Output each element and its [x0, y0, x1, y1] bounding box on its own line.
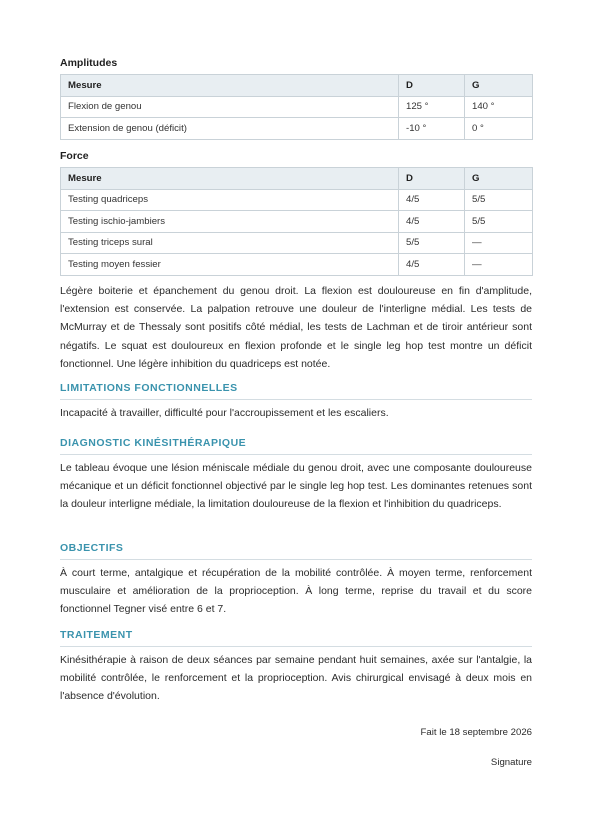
table-row	[61, 118, 533, 140]
table-header-row	[61, 168, 533, 190]
table-row	[61, 211, 533, 233]
section-title-limitations: LIMITATIONS FONCTIONNELLES	[60, 382, 532, 400]
date-line: Fait le 18 septembre 2026	[420, 727, 532, 738]
cell-mesure: Flexion de genou	[61, 96, 399, 118]
examen-paragraph: Légère boiterie et épanchement du genou droit. La flexion est douloureuse en fin d'amplitude, l'extension est conservée. La palpation retrouve une douleur de l'interligne médial. Les tests de McMurray et de Thessaly sont positifs côté médial, les tests de Lachman et de tiroir antérieur sont négatifs. Le squat est douloureux en flexion profonde et le single leg hop test montre un déficit fonctionnel. Une légère inhibition du quadriceps est notée.	[60, 285, 532, 370]
amplitudes-title: Amplitudes	[60, 57, 118, 69]
section-title-objectifs: OBJECTIFS	[60, 542, 532, 560]
header-d: D	[399, 168, 465, 190]
table-row	[61, 189, 533, 211]
cell-g: 5/5	[465, 189, 533, 211]
cell-mesure: Testing quadriceps	[61, 189, 399, 211]
objectifs-paragraph: À court terme, antalgique et récupération de la mobilité contrôlée. À moyen terme, renforcement musculaire et amélioration de la proprioception. À long terme, reprise du travail et du score fonctionnel Tegner visé entre 6 et 7.	[60, 567, 532, 616]
signature-label: Signature	[490, 757, 532, 768]
table-row	[61, 254, 533, 276]
cell-d: 4/5	[399, 189, 465, 211]
cell-d: 4/5	[399, 254, 465, 276]
amplitudes-table	[60, 74, 533, 140]
force-title: Force	[60, 150, 89, 162]
cell-g: 0 °	[465, 118, 533, 140]
cell-g: 5/5	[465, 211, 533, 233]
cell-g: —	[465, 232, 533, 254]
traitement-paragraph: Kinésithérapie à raison de deux séances par semaine pendant huit semaines, axée sur l'antalgie, la mobilité contrôlée, le renforcement et la proprioception. Avis chirurgical envisagé à deux mois en l'absence d'évolution.	[60, 654, 532, 703]
cell-mesure: Testing triceps sural	[61, 232, 399, 254]
header-g: G	[465, 75, 533, 97]
cell-d: 125 °	[399, 96, 465, 118]
limitations-paragraph: Incapacité à travailler, difficulté pour l'accroupissement et les escaliers.	[60, 407, 389, 419]
cell-g: 140 °	[465, 96, 533, 118]
cell-mesure: Testing moyen fessier	[61, 254, 399, 276]
table-header-row	[61, 75, 533, 97]
header-g: G	[465, 168, 533, 190]
section-title-diagnostic: DIAGNOSTIC KINÉSITHÉRAPIQUE	[60, 437, 532, 455]
cell-d: 4/5	[399, 211, 465, 233]
section-title-traitement: TRAITEMENT	[60, 629, 532, 647]
cell-d: -10 °	[399, 118, 465, 140]
header-mesure: Mesure	[61, 168, 399, 190]
cell-d: 5/5	[399, 232, 465, 254]
cell-g: —	[465, 254, 533, 276]
table-row	[61, 232, 533, 254]
force-table	[60, 167, 533, 276]
cell-mesure: Testing ischio-jambiers	[61, 211, 399, 233]
table-row	[61, 96, 533, 118]
diagnostic-paragraph: Le tableau évoque une lésion méniscale médiale du genou droit, avec une composante douloureuse mécanique et un déficit fonctionnel objectivé par le single leg hop test. Les dominantes retenues sont la douleur interligne médiale, la limitation douloureuse de la flexion et l'inhibition du quadriceps.	[60, 462, 532, 511]
cell-mesure: Extension de genou (déficit)	[61, 118, 399, 140]
header-mesure: Mesure	[61, 75, 399, 97]
header-d: D	[399, 75, 465, 97]
